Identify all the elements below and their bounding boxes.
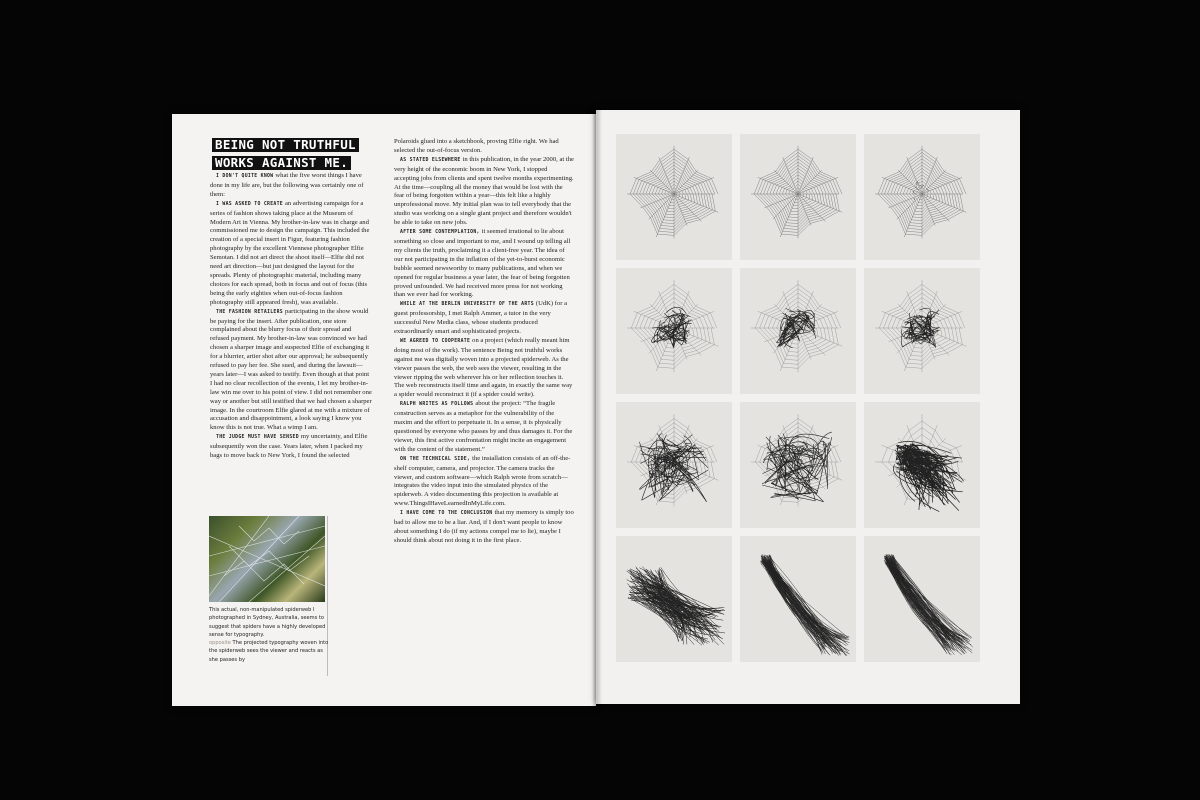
spiderweb-frame	[864, 402, 980, 528]
spiderweb-photo	[209, 516, 325, 602]
paragraph-lead-in: AFTER SOME CONTEMPLATION,	[400, 230, 480, 236]
paragraph-lead-in: WE AGREED TO COOPERATE	[400, 338, 471, 344]
text-column-1	[210, 172, 372, 461]
paragraph-lead-in: I DON'T QUITE KNOW	[216, 174, 274, 179]
paragraph-lead-in: AS STATED ELSEWHERE	[400, 157, 461, 163]
paragraph-lead-in: I WAS ASKED TO CREATE	[216, 201, 283, 207]
paragraph-text: my uncertainty, and Elfie subsequently won the case. Years later, when I packed my bags to move back to New York, I found the selected	[210, 433, 368, 460]
right-page	[596, 110, 1020, 704]
headline	[212, 136, 359, 172]
paragraph-text: participating in the show would be paying for the insert. After publication, one store complained about the blurry focus of their spread and refused payment. My brother-in-law was convinced we had chosen a sharper image and suspected Elfie of exchanging it for a blurrier, artier shot after our approval; he subsequently refused to pay her fee. She sued, and during the lawsuit—years later—I was asked to testify. Even though at that point I had no clear recollection of the events, I let my brother-in-law win me over to his point of view. I did not remember one way or another but still testified that we had chosen a sharper image. In the courtroom Elfie glared at me with a mixture of accusation and disappointment, a look saying I know you know this is not true. What a wimp I am.	[210, 307, 372, 432]
paragraph-lead-in: ON THE TECHNICAL SIDE,	[400, 456, 471, 462]
spiderweb-frame	[740, 134, 856, 260]
headline-line-2: WORKS AGAINST ME.	[212, 156, 351, 170]
paragraph	[394, 156, 574, 228]
paragraph	[210, 308, 372, 434]
spiderweb-frame	[616, 134, 732, 260]
paragraph	[394, 455, 574, 509]
paragraph-text: what the five worst things I have done in my life are, but the following was certainly one of them:	[210, 172, 364, 198]
photo-caption	[209, 606, 333, 664]
paragraph-text: (UdK) for a guest professorship, I met Ralph Ammer, a tutor in the very successful New Media class, whose students produced extraordinarily smart and sophisticated projects.	[394, 300, 568, 336]
paragraph	[210, 200, 372, 308]
paragraph	[210, 433, 372, 461]
paragraph-text: about the project: “The fragile construction serves as a metaphor for the vulnerability of the maxim and the effort to perpetuate it. In a sense, it is physically questioned by everyone who passes by and thus damages it. For the viewer, this first active confrontation might incite an engagement with the content of the statement.”	[394, 400, 573, 453]
spiderweb-frame	[616, 402, 732, 528]
paragraph-lead-in: I HAVE COME TO THE CONCLUSION	[400, 511, 493, 517]
paragraph	[394, 509, 574, 546]
spiderweb-photo-web	[209, 516, 325, 602]
paragraph-text: in this publication, in the year 2000, at the very height of the economic boom in New York, I stopped accepting jobs from clients and spent twelve months experimenting. At the time—coupling all the money that would be lost with the fear of being forgotten within a year—this felt like a highly unprofessional move. My initial plan was to tell everybody that the studio was working on a single giant project and therefore wouldn't be able to take on new jobs.	[394, 155, 574, 227]
spiderweb-frame	[740, 402, 856, 528]
paragraph-text: that my memory is simply too bad to allow me to be a liar. And, if I don't want people to know about something I do (if my actions compel me to lie), maybe I should think about not doing it in the first place.	[394, 509, 574, 544]
paragraph-lead-in: THE JUDGE MUST HAVE SENSED	[216, 435, 299, 441]
paragraph-text: the installation consists of an off-the-shelf computer, camera, and projector. The camera tracks the viewer, and custom software—which Ralph wrote from scratch—integrates the video input into the simulated physics of the spiderweb. A video documenting this projection is available at www.ThingsIHaveLearnedInMyLife.com.	[394, 454, 571, 508]
spiderweb-frame	[864, 268, 980, 394]
paragraph	[394, 138, 574, 156]
paragraph-lead-in: RALPH WRITES AS FOLLOWS	[400, 402, 474, 408]
paragraph-text: on a project (which really meant him doing most of the work). The sentence Being not truthful works against me was digitally woven into a projected spiderweb. As the viewer passes the web, the web sees the viewer, resulting in the viewer ripping the web wherever his or her reflection touches it. The web reconstructs itself time and again, in exactly the same way a spider would reconstruct it (if a spider could write).	[394, 336, 573, 399]
magazine-spread	[172, 110, 1020, 706]
paragraph	[394, 400, 574, 454]
spiderweb-frame	[616, 268, 732, 394]
paragraph	[394, 300, 574, 337]
left-page	[172, 114, 596, 706]
spiderweb-frame	[740, 536, 856, 662]
paragraph-lead-in: THE FASHION RETAILERS	[216, 309, 283, 315]
paragraph	[210, 172, 372, 200]
caption-label: opposite	[209, 640, 231, 647]
text-column-2	[394, 138, 574, 546]
paragraph-lead-in: WHILE AT THE BERLIN UNIVERSITY OF THE ARTS	[400, 302, 534, 308]
paragraph	[394, 228, 574, 300]
headline-line-1: BEING NOT TRUTHFUL	[212, 138, 359, 152]
page-gutter	[592, 110, 602, 706]
paragraph-text: an advertising campaign for a series of fashion shows taking place at the Museum of Modern Art in Vienna. My brother-in-law was in charge and commissioned me to design the campaign. This included the creation of a special insert in Figur, featuring fashion photography by the excellent Viennese photographer Elfie Semotan. I did not art direct the shoot itself—Elfie did not need art direction—but just designed the layout for the spreads. Plenty of photographic material, including many choices for each spread, both in focus and out of focus (this being the early eighties when out-of-focus fashion photography still appeared fresh), was available.	[210, 199, 370, 306]
spiderweb-frame	[616, 536, 732, 662]
spiderweb-frame	[740, 268, 856, 394]
spiderweb-frame	[864, 134, 980, 260]
spiderweb-frame	[864, 536, 980, 662]
paragraph-text: Polaroids glued into a sketchbook, proving Elfie right. We had selected the out-of-focus version.	[394, 138, 559, 154]
paragraph-text: it seemed irrational to lie about something so close and important to me, and I wound up telling all my clients the truth, proclaiming it a client-free year. The idea of our not participating in the inflation of the yet-to-burst economic bubble seemed newsworthy to many publications, and when we opened for regular business a year later, the fear of being forgotten proved unfounded. We had received more press for not working than we ever had for working.	[394, 228, 571, 299]
caption-text: This actual, non-manipulated spiderweb I photographed in Sydney, Australia, seems to suggest that spiders have a highly developed sense for typography.	[209, 607, 326, 638]
caption-text-2: The projected typography woven into the spiderweb sees the viewer and reacts as she passes by	[209, 640, 329, 663]
paragraph	[394, 337, 574, 400]
